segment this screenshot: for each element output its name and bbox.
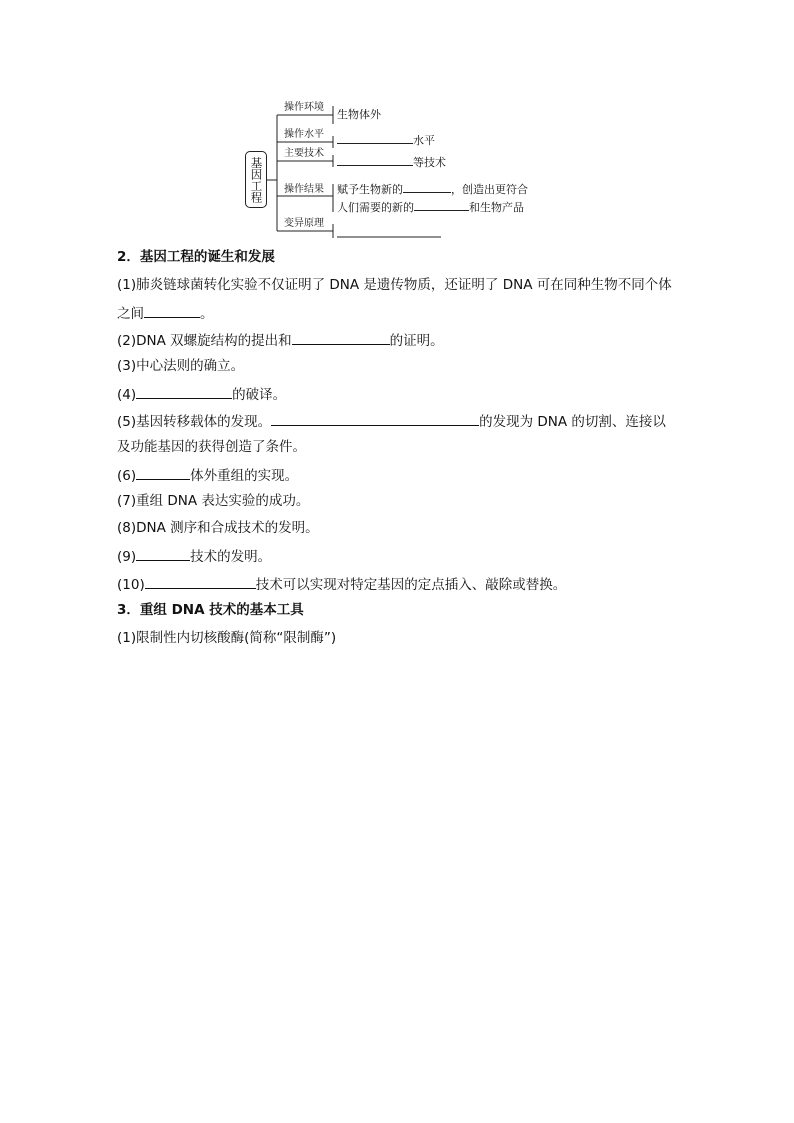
tech-suffix: 等技术 xyxy=(413,156,446,169)
item9-prefix: (9) xyxy=(117,549,137,565)
item1-blank xyxy=(144,303,200,318)
section-2-item-1-continued xyxy=(117,303,214,323)
env-text: 生物体外 xyxy=(337,108,381,121)
section-2-heading: 2．基因工程的诞生和发展 xyxy=(117,249,275,265)
result-line2-suffix: 和生物产品 xyxy=(469,201,524,214)
item1-cont-suffix: 。 xyxy=(200,306,214,322)
tech-blank xyxy=(337,154,413,166)
section-3-heading: 3．重组 DNA 技术的基本工具 xyxy=(117,602,304,618)
concept-diagram xyxy=(0,0,794,250)
section-2-item-9 xyxy=(117,546,271,566)
item9-suffix: 技术的发明。 xyxy=(190,549,272,565)
level-row xyxy=(337,132,435,148)
section-2-item-8: (8)DNA 测序和合成技术的发明。 xyxy=(117,520,319,536)
item6-suffix: 体外重组的实现。 xyxy=(190,468,299,484)
level-blank xyxy=(337,132,413,144)
tech-row xyxy=(337,154,446,170)
result-line1-prefix: 赋予生物新的 xyxy=(337,183,403,196)
item4-suffix: 的破译。 xyxy=(232,387,287,403)
section-2-item-2 xyxy=(117,330,444,350)
section-3-item-1: (1)限制性内切核酸酶(简称“限制酶”) xyxy=(117,630,337,646)
item1-cont-prefix: 之间 xyxy=(117,306,144,322)
section-2-item-1: (1)肺炎链球菌转化实验不仅证明了 DNA 是遗传物质，还证明了 DNA 可在同种生物不同个体 xyxy=(117,277,672,293)
branch-label-technique: 主要技术 xyxy=(284,148,324,159)
result-line1-suffix: ，创造出更符合 xyxy=(451,183,528,196)
item6-blank xyxy=(136,465,190,480)
item2-prefix: (2)DNA 双螺旋结构的提出和 xyxy=(117,333,292,349)
result-line-1 xyxy=(337,181,528,197)
section-2-item-6 xyxy=(117,465,298,485)
section-2-item-10 xyxy=(117,574,566,594)
branch-label-result: 操作结果 xyxy=(284,184,324,195)
branch-label-environment: 操作环境 xyxy=(284,102,324,113)
result-blank-1 xyxy=(403,181,451,193)
level-suffix: 水平 xyxy=(413,134,435,147)
branch-label-principle: 变异原理 xyxy=(284,218,324,229)
result-line-2 xyxy=(337,199,524,215)
item5-suffix: 的发现为 DNA 的切割、连接以 xyxy=(479,414,666,430)
item4-prefix: (4) xyxy=(117,387,137,403)
item5-blank xyxy=(271,411,479,426)
section-2-item-5 xyxy=(117,411,666,431)
branch-label-level: 操作水平 xyxy=(284,129,324,140)
item10-suffix: 技术可以实现对特定基因的定点插入、敲除或替换。 xyxy=(255,577,567,593)
section-2-item-7: (7)重组 DNA 表达实验的成功。 xyxy=(117,493,310,509)
item2-suffix: 的证明。 xyxy=(389,333,444,349)
section-2-item-5-continued: 及功能基因的获得创造了条件。 xyxy=(117,439,306,455)
result-blank-2 xyxy=(414,199,469,211)
item6-prefix: (6) xyxy=(117,468,137,484)
item10-prefix: (10) xyxy=(117,577,145,593)
item2-blank xyxy=(292,330,390,345)
item10-blank xyxy=(145,574,256,589)
section-2-item-4 xyxy=(117,384,286,404)
item5-prefix: (5)基因转移载体的发现。 xyxy=(117,414,272,430)
section-2-item-3: (3)中心法则的确立。 xyxy=(117,358,245,374)
result-line2-prefix: 人们需要的新的 xyxy=(337,201,414,214)
item9-blank xyxy=(136,546,190,561)
item4-blank xyxy=(136,384,232,399)
root-node-gene-engineering: 基因工程 xyxy=(245,151,267,208)
